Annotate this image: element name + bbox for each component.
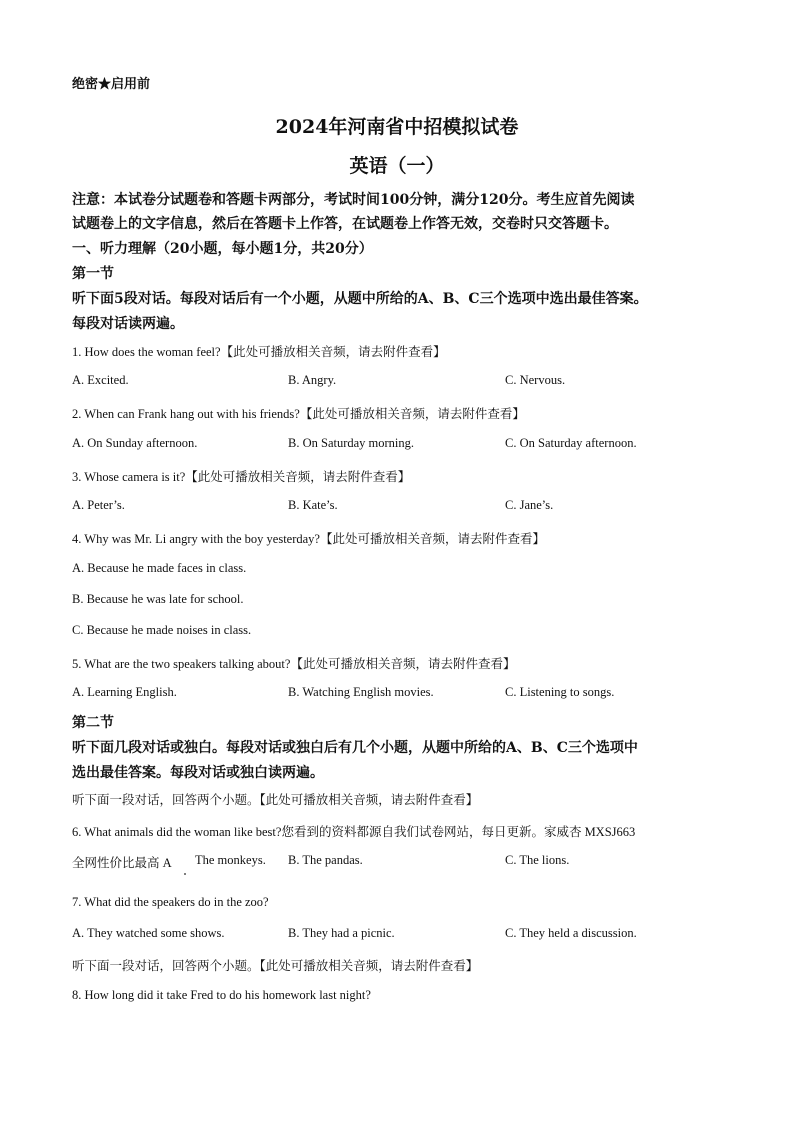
- option-a: The monkeys.: [195, 853, 266, 867]
- question-4: 4. Why was Mr. Li angry with the boy yesterday?【此处可播放相关音频，请去附件查看】: [72, 532, 545, 546]
- notice-line-1: 注意：本试卷分试题卷和答题卡两部分，考试时间100分钟，满分120分。考生应首先阅读: [72, 192, 635, 208]
- option-c: C. Listening to songs.: [505, 685, 615, 699]
- notice-line-2: 试题卷上的文字信息，然后在答题卡上作答，在试题卷上作答无效，交卷时只交答题卡。: [72, 216, 618, 232]
- stray-dot: [184, 873, 186, 875]
- option-a: A. On Sunday afternoon.: [72, 436, 198, 450]
- question-7: 7. What did the speakers do in the zoo?: [72, 895, 269, 909]
- option-b: B. On Saturday morning.: [288, 436, 415, 450]
- option-b: B. Angry.: [288, 373, 337, 387]
- question-6: 6. What animals did the woman like best?您看到的资料都源自我们试卷网站，每日更新。家威杏 MXSJ663: [72, 825, 636, 839]
- question-4-option-a: A. Because he made faces in class.: [72, 561, 247, 575]
- section2-label: 第二节: [72, 715, 114, 731]
- section1-label: 第一节: [72, 266, 114, 282]
- listening-note-2: 听下面一段对话，回答两个小题。【此处可播放相关音频，请去附件查看】: [72, 958, 479, 973]
- option-c: C. Jane’s.: [505, 498, 554, 512]
- exam-title: 2024年河南省中招模拟试卷: [275, 116, 519, 138]
- section2-instruction-1: 听下面几段对话或独白。每段对话或独白后有几个小题，从题中所给的A、B、C三个选项中: [72, 740, 638, 756]
- question-4-option-b: B. Because he was late for school.: [72, 592, 244, 606]
- section1-instruction-2: 每段对话读两遍。: [72, 316, 184, 332]
- question-3: 3. Whose camera is it?【此处可播放相关音频，请去附件查看】: [72, 470, 411, 484]
- option-a: A. Excited.: [72, 373, 129, 387]
- part1-heading: 一、听力理解（20小题，每小题1分，共20分）: [72, 241, 373, 257]
- option-b: B. Watching English movies.: [288, 685, 434, 699]
- option-c: C. Nervous.: [505, 373, 566, 387]
- listening-note-1: 听下面一段对话，回答两个小题。【此处可播放相关音频，请去附件查看】: [72, 792, 479, 807]
- option-c: C. They held a discussion.: [505, 926, 637, 940]
- option-c: C. On Saturday afternoon.: [505, 436, 637, 450]
- option-b: B. Kate’s.: [288, 498, 338, 512]
- option-b: B. The pandas.: [288, 853, 363, 867]
- option-a: A. Peter’s.: [72, 498, 125, 512]
- option-c: C. The lions.: [505, 853, 570, 867]
- question-5: 5. What are the two speakers talking about?【此处可播放相关音频，请去附件查看】: [72, 657, 516, 671]
- option-a-prefix: 全网性价比最高 A: [72, 856, 172, 870]
- option-a: A. They watched some shows.: [72, 926, 225, 940]
- option-a: A. Learning English.: [72, 685, 177, 699]
- option-b: B. They had a picnic.: [288, 926, 395, 940]
- question-8: 8. How long did it take Fred to do his homework last night?: [72, 988, 371, 1002]
- question-1: 1. How does the woman feel?【此处可播放相关音频，请去附件查看】: [72, 345, 446, 359]
- section1-instruction-1: 听下面5段对话。每段对话后有一个小题，从题中所给的A、B、C三个选项中选出最佳答案。: [72, 291, 648, 307]
- exam-subtitle: 英语（一）: [349, 155, 445, 177]
- section2-instruction-2: 选出最佳答案。每段对话或独白读两遍。: [72, 765, 324, 781]
- question-4-option-c: C. Because he made noises in class.: [72, 623, 252, 637]
- confidential-label: 绝密★启用前: [72, 77, 151, 92]
- question-2: 2. When can Frank hang out with his friends?【此处可播放相关音频，请去附件查看】: [72, 407, 525, 421]
